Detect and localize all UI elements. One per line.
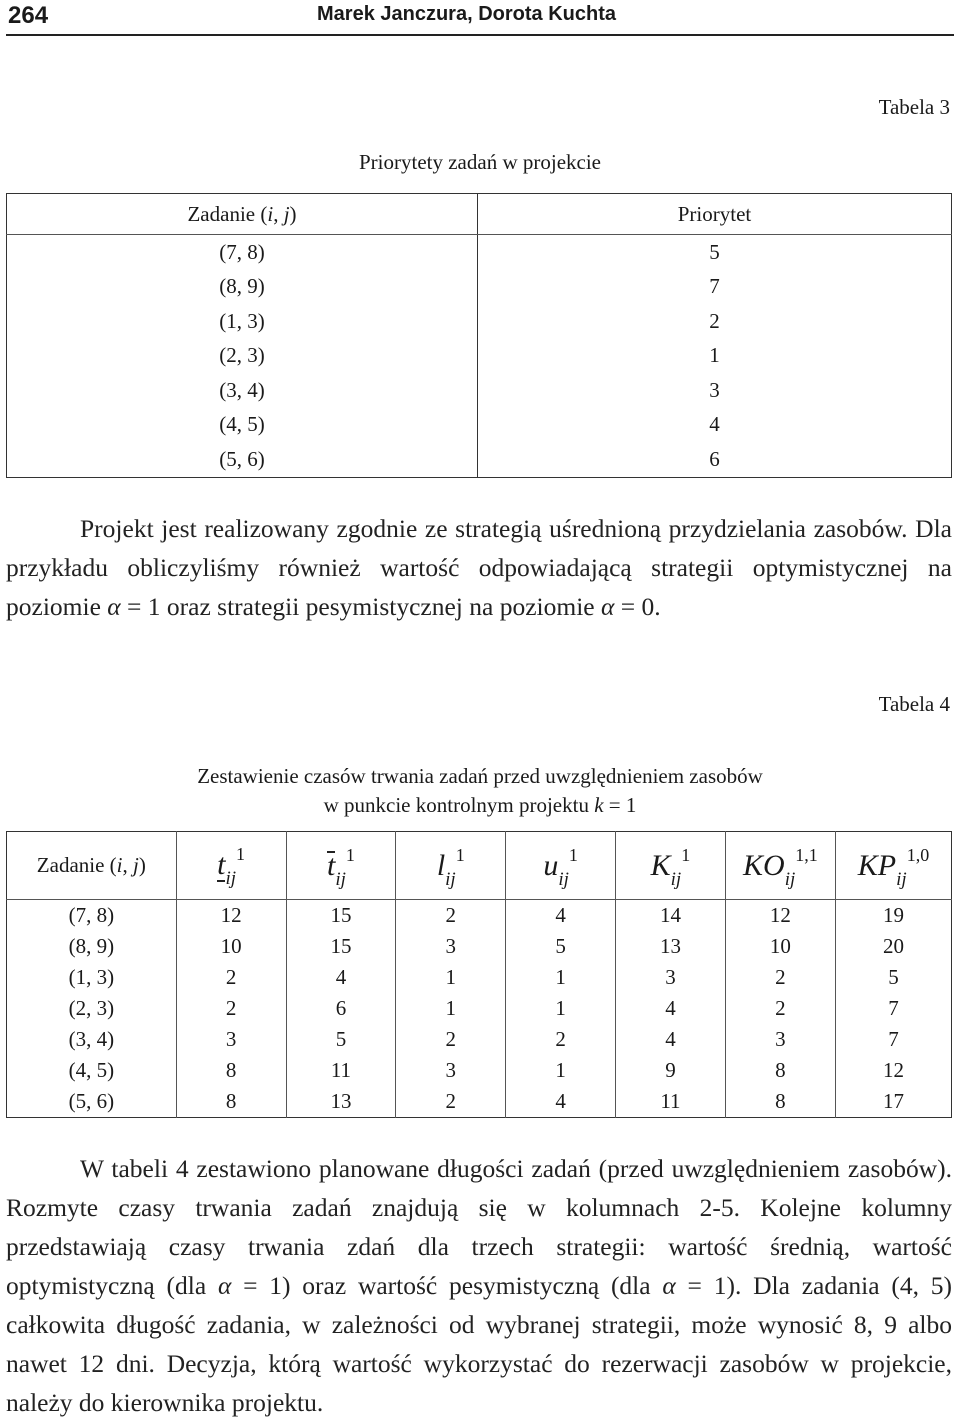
table4-header-task: Zadanie (i, j) [7, 832, 177, 900]
value-cell: 5 [506, 931, 616, 962]
table-row [7, 931, 952, 962]
table-row [7, 962, 952, 993]
value-cell: 8 [176, 1086, 286, 1118]
value-cell: 2 [725, 962, 835, 993]
table3 [6, 193, 952, 478]
table3-header-task: Zadanie (i, j) [7, 194, 478, 235]
task-cell: (8, 9) [68, 934, 115, 958]
value-cell: 5 [835, 962, 951, 993]
value-cell: 3 [725, 1024, 835, 1055]
table-row [7, 235, 952, 270]
value-cell: 12 [725, 900, 835, 932]
value-cell: 12 [835, 1055, 951, 1086]
task-cell: (4, 5) [7, 408, 478, 443]
table4-header-col-5: uij1 [506, 832, 616, 900]
table-row [7, 993, 952, 1024]
priority-cell: 4 [709, 412, 720, 437]
running-head-authors: Marek Janczura, Dorota Kuchta [317, 3, 616, 25]
value-cell: 9 [616, 1055, 726, 1086]
table3-header-priority: Priorytet [478, 194, 952, 235]
value-cell: 2 [506, 1024, 616, 1055]
value-cell: 19 [835, 900, 951, 932]
table4-header-col-3: tij1 [286, 832, 396, 900]
value-cell: 2 [396, 1086, 506, 1118]
value-cell: 1 [396, 993, 506, 1024]
priority-cell: 1 [709, 343, 720, 368]
value-cell: 2 [176, 962, 286, 993]
table4-header-col-6: Kij1 [616, 832, 726, 900]
value-cell: 2 [396, 1024, 506, 1055]
table4 [6, 831, 952, 1118]
task-cell: (5, 6) [7, 442, 478, 477]
priority-cell: 5 [709, 239, 720, 264]
value-cell: 5 [286, 1024, 396, 1055]
table-row [7, 408, 952, 443]
value-cell: 10 [725, 931, 835, 962]
table4-title-line2: w punkcie kontrolnym projektu k = 1 [323, 793, 637, 817]
priority-cell: 7 [709, 274, 720, 299]
table-row [7, 1055, 952, 1086]
table-row [7, 900, 952, 932]
value-cell: 12 [176, 900, 286, 932]
value-cell: 4 [286, 962, 396, 993]
table4-header-col-4: lij1 [396, 832, 506, 900]
table4-title-line1: Zestawienie czasów trwania zadań przed uwzględnieniem zasobów [197, 764, 763, 788]
priority-cell: 6 [709, 446, 720, 471]
value-cell: 3 [176, 1024, 286, 1055]
table4-header-col-2: tij1 [176, 832, 286, 900]
value-cell: 11 [286, 1055, 396, 1086]
task-cell: (8, 9) [7, 270, 478, 305]
value-cell: 4 [616, 1024, 726, 1055]
page-header [6, 0, 954, 36]
value-cell: 4 [506, 900, 616, 932]
value-cell: 13 [286, 1086, 396, 1118]
value-cell: 2 [396, 900, 506, 932]
paragraph-table4-description: W tabeli 4 zestawiono planowane długości zadań (przed uwzględnieniem zasobów). Rozmyte czasy trwania zadań znajdują się w kolumnach 2-5. Kolejne kolumny przedstawiają czasy trwania zdań dla trzech strategii: wartość średnią, wartość optymistyczną (dla α = 1) oraz wartość pesymistyczną (dla α = 1). Dla zadania (4, 5) całkowita długość zadania, w zależności od wybranej strategii, może wynosić 8, 9 albo nawet 12 dni. Decyzja, którą wartość wykorzystać do rezerwacji zasobów w projekcie, należy do kierownika projektu. [6, 1154, 952, 1417]
table-row [7, 373, 952, 408]
value-cell: 20 [835, 931, 951, 962]
task-cell: (4, 5) [68, 1058, 115, 1082]
table-row [7, 270, 952, 305]
task-cell: (3, 4) [7, 373, 478, 408]
table-row [7, 442, 952, 477]
page-number: 264 [8, 2, 49, 29]
table3-title: Priorytety zadań w projekcie [359, 150, 601, 174]
value-cell: 8 [176, 1055, 286, 1086]
priority-cell: 2 [709, 308, 720, 333]
task-cell: (5, 6) [68, 1089, 115, 1113]
table-row [7, 1086, 952, 1118]
task-cell: (7, 8) [68, 903, 115, 927]
table-row [7, 304, 952, 339]
value-cell: 17 [835, 1086, 951, 1118]
value-cell: 10 [176, 931, 286, 962]
table-row [7, 1024, 952, 1055]
task-cell: (1, 3) [68, 965, 115, 989]
value-cell: 14 [616, 900, 726, 932]
priority-cell: 3 [709, 377, 720, 402]
value-cell: 3 [396, 1055, 506, 1086]
value-cell: 15 [286, 900, 396, 932]
task-cell: (2, 3) [7, 339, 478, 374]
task-cell: (2, 3) [68, 996, 115, 1020]
value-cell: 11 [616, 1086, 726, 1118]
value-cell: 6 [286, 993, 396, 1024]
task-cell: (7, 8) [7, 235, 478, 270]
value-cell: 15 [286, 931, 396, 962]
value-cell: 4 [506, 1086, 616, 1118]
value-cell: 2 [176, 993, 286, 1024]
value-cell: 3 [396, 931, 506, 962]
table4-header-row [7, 832, 952, 900]
value-cell: 8 [725, 1086, 835, 1118]
table4-header-col-8: KPij1,0 [835, 832, 951, 900]
value-cell: 1 [396, 962, 506, 993]
task-cell: (3, 4) [68, 1027, 115, 1051]
table4-label: Tabela 4 [878, 692, 950, 716]
value-cell: 7 [835, 1024, 951, 1055]
value-cell: 3 [616, 962, 726, 993]
table3-label: Tabela 3 [878, 95, 950, 119]
table3-header-row [7, 194, 952, 235]
table-row [7, 339, 952, 374]
paragraph-strategy: Projekt jest realizowany zgodnie ze strategią uśrednioną przydzielania zasobów. Dla przykładu obliczyliśmy również wartość odpowiadającą strategii optymistycznej na poziomie α = 1 oraz strategii pesymistycznej na poziomie α = 0. [6, 514, 952, 621]
value-cell: 13 [616, 931, 726, 962]
value-cell: 1 [506, 962, 616, 993]
table4-header-col-7: KOij1,1 [725, 832, 835, 900]
value-cell: 2 [725, 993, 835, 1024]
value-cell: 7 [835, 993, 951, 1024]
value-cell: 1 [506, 1055, 616, 1086]
task-cell: (1, 3) [7, 304, 478, 339]
value-cell: 1 [506, 993, 616, 1024]
value-cell: 4 [616, 993, 726, 1024]
value-cell: 8 [725, 1055, 835, 1086]
